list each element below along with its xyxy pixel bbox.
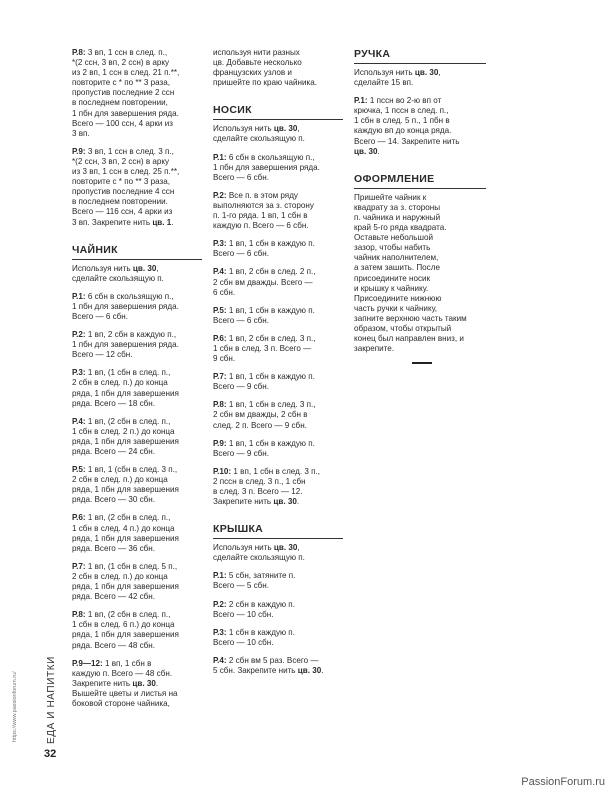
row-text-tail: . (296, 497, 300, 507)
row-text: 1 вп, 2 сбн в след. 3 п., 1 сбн в след. 3 п. Всего — 9 сбн. (213, 333, 316, 364)
row-label: Р.5: (72, 465, 86, 475)
row-instruction (213, 600, 343, 620)
row-instruction (213, 467, 343, 507)
row-label: Р.3: (213, 627, 227, 637)
row-label: Р.3: (72, 368, 86, 378)
lid-rows (213, 571, 343, 648)
row-label: Р.8: (213, 400, 227, 410)
row-label: Р.5: (213, 305, 227, 315)
continued-text: используя нити разных цв. Добавьте несколько французских узлов и пришейте по краю чайника. (213, 48, 317, 88)
row-instruction (72, 659, 202, 709)
row-label: Р.4: (72, 416, 86, 426)
section-heading-lid: КРЫШКА (213, 523, 343, 539)
row-instruction (72, 465, 202, 505)
row-instruction (72, 292, 202, 322)
row-label: Р.1: (213, 152, 227, 162)
column-3 (354, 48, 486, 364)
intro-text: , сделайте скользящую п. (213, 124, 305, 144)
row-text: 1 вп, (1 сбн в след. п., 2 сбн в след. п.) до конца ряда, 1 пбн для завершения ряда. Всего — 18 сбн. (72, 368, 179, 408)
row-text: 1 вп, 2 сбн в каждую п., 1 пбн для завершения ряда. Всего — 12 сбн. (72, 330, 179, 360)
intro-text: Используя нить (213, 543, 274, 553)
intro-text: , сделайте скользящую п. (72, 263, 164, 283)
row-instruction (213, 153, 343, 183)
row-label: Р.7: (72, 561, 86, 571)
row-instruction (72, 48, 202, 139)
row-instruction (72, 147, 202, 228)
row-label: Р.2: (213, 599, 227, 609)
row-text: 1 вп, (2 сбн в след. п., 1 сбн в след. 4 п.) до конца ряда, 1 пбн для завершения ряда. Всего — 36 сбн. (72, 513, 179, 553)
row-text: 1 вп, 1 сбн в каждую п. Всего — 48 сбн. Закрепите нить (72, 658, 173, 688)
end-mark (412, 362, 432, 364)
row-instruction (213, 239, 343, 259)
row-text: 1 вп, 1 сбн в каждую п. Всего — 9 сбн. (213, 372, 315, 392)
intro-text: Используя нить (72, 263, 133, 273)
column-1 (72, 48, 202, 717)
row-text: 1 вп, (2 сбн в след. п., 1 сбн в след. 6 п.) до конца ряда, 1 пбн для завершения ряда. Всего — 48 сбн. (72, 610, 179, 650)
color-ref: цв. 30 (132, 678, 156, 688)
row-instruction (72, 513, 202, 553)
finishing-text: Пришейте чайник к квадрату за з. стороны п. чайника и наружный край 5-го ряда квадрата. Оставьте небольшой зазор, чтобы набить чайник наполнителем, а затем зашить. После присоедините носик и крышку к чайнику. Присоедините нижнюю часть ручки к чайнику, запните верхнюю часть таким образом, чтобы открытый конец был направлен вниз, и закрепите. (354, 192, 467, 354)
color-ref: цв. 30 (273, 124, 298, 134)
row-instruction (72, 330, 202, 360)
row-text: 1 вп, 1 (сбн в след. 3 п., 2 сбн в след. п.) до конца ряда, 1 пбн для завершения ряда. Всего — 30 сбн. (72, 465, 179, 505)
row-text: 1 вп, 1 сбн в каждую п. Всего — 6 сбн. (213, 305, 315, 325)
row-instruction (213, 191, 343, 231)
row-text: 6 сбн в скользящую п., 1 пбн для завершения ряда. Всего — 6 сбн. (213, 152, 320, 182)
row-label: Р.1: (72, 291, 86, 301)
row-text: 1 вп, 1 сбн в каждую п. Всего — 9 сбн. (213, 438, 315, 458)
intro-text: , сделайте скользящую п. (213, 543, 305, 563)
section-category: ЕДА И НАПИТКИ (46, 656, 57, 744)
color-ref: цв. 30 (354, 146, 378, 156)
intro-text: Используя нить (354, 68, 415, 77)
row-text-tail: . Вышейте цветы и листья на боковой стороне чайника, (72, 678, 178, 708)
row-text: 1 пссн во 2-ю вп от крючка, 1 пссн в след. п., 1 сбн в след. 5 п., 1 пбн в каждую вп до конца ряда. Всего — 14. Закрепите нить (354, 96, 460, 146)
row-text: 1 вп, (2 сбн в след. п., 1 сбн в след. 2 п.) до конца ряда, 1 пбн для завершения ряда. Всего — 24 сбн. (72, 416, 179, 456)
row-label: Р.1: (354, 96, 368, 106)
row-instruction (72, 368, 202, 408)
row-label: Р.8: (72, 610, 86, 620)
color-ref: цв. 30 (132, 263, 157, 273)
row-text: 3 вп, 1 ссн в след. п., *(2 ссн, 3 вп, 2 ссн) в арку из 2 вп, 1 ссн в след. 21 п.**, повторите с * по ** 3 раза, пропустив последние 2 ссн в последнем повторении, 1 пбн для завершения ряда. Всего — 100 ссн, 4 арки из 3 вп. (72, 48, 180, 138)
row-label: Р.2: (213, 190, 227, 200)
section-heading-finishing: ОФОРМЛЕНИЕ (354, 173, 486, 189)
row-text: 1 вп, 1 сбн в каждую п. Всего — 6 сбн. (213, 239, 315, 259)
watermark: PassionForum.ru (521, 776, 605, 788)
side-url: https://www.passionforum.ru/ (12, 671, 18, 742)
row-text-tail: . (321, 666, 324, 676)
row-text: 6 сбн в скользящую п., 1 пбн для завершения ряда. Всего — 6 сбн. (72, 291, 179, 321)
row-label: Р.2: (72, 330, 86, 340)
row-label: Р.8: (72, 48, 86, 57)
row-label: Р.10: (213, 466, 232, 476)
intro-text: Используя нить (213, 124, 274, 134)
row-instruction (72, 417, 202, 457)
color-ref: цв. 1 (152, 217, 172, 227)
row-instruction (213, 571, 343, 591)
row-text: 3 вп, 1 ссн в след. 3 п., *(2 ссн, 3 вп, 2 ссн) в арку из 3 вп, 1 ссн в след. 25 п.**, повторите с * по ** 3 раза, пропустив последние 4 ссн в последнем повторении. Всего — 116 ссн, 4 арки из 3 вп. Закрепите нить (72, 146, 180, 227)
section-intro (72, 264, 202, 284)
section-heading-spout: НОСИК (213, 104, 343, 120)
row-label: Р.9—12: (72, 658, 103, 668)
section-heading-teapot: ЧАЙНИК (72, 244, 202, 260)
row-text: 2 сбн в каждую п. Всего — 10 сбн. (213, 599, 295, 619)
page-number: 32 (44, 748, 57, 760)
row-instruction (213, 628, 343, 648)
color-ref: цв. 30 (273, 543, 298, 553)
row-instruction (213, 267, 343, 297)
spout-rows (213, 153, 343, 459)
row-label: Р.1: (213, 571, 227, 581)
row-text: Все п. в этом ряду выполняются за з. сторону п. 1-го ряда. 1 вп, 1 сбн в каждую п. Всего — 6 сбн. (213, 190, 314, 231)
row-text-tail: . (171, 217, 174, 227)
section-intro (213, 543, 343, 563)
row-label: Р.4: (213, 267, 227, 277)
row-instruction (213, 334, 343, 364)
section-intro (354, 68, 486, 88)
row-text: 5 сбн, затяните п. Всего — 5 сбн. (213, 571, 296, 591)
row-instruction (72, 610, 202, 650)
row-label: Р.3: (213, 239, 227, 249)
color-ref: цв. 30 (414, 68, 439, 77)
column-2 (213, 48, 343, 684)
row-text: 1 вп, (1 сбн в след. 5 п., 2 сбн в след. п.) до конца ряда, 1 пбн для завершения ряда. Всего — 42 сбн. (72, 561, 179, 602)
intro-text: , сделайте 15 вп. (354, 68, 441, 88)
row-instruction (213, 439, 343, 459)
row-instruction (213, 656, 343, 676)
row-text-tail: . (377, 146, 380, 156)
section-heading-handle: РУЧКА (354, 48, 486, 64)
row-label: Р.9: (72, 146, 86, 156)
row-text: 1 вп, 1 сбн в след. 3 п., 2 пссн в след. 3 п., 1 сбн в след. 3 п. Всего — 12. Закрепите нить (213, 466, 320, 507)
row-instruction (213, 400, 343, 430)
row-text: 1 вп, 1 сбн в след. 3 п., 2 сбн вм дважды, 2 сбн в след. 2 п. Всего — 9 сбн. (213, 400, 316, 430)
row-instruction (213, 306, 343, 326)
color-ref: цв. 30 (273, 497, 297, 507)
row-instruction (354, 96, 486, 157)
row-text: 2 сбн вм 5 раз. Всего — 5 сбн. Закрепите нить (213, 655, 319, 676)
row-label: Р.4: (213, 655, 227, 665)
row-text: 1 сбн в каждую п. Всего — 10 сбн. (213, 627, 295, 647)
teapot-rows (72, 292, 202, 651)
row-label: Р.6: (72, 513, 86, 523)
row-instruction (72, 562, 202, 602)
row-label: Р.7: (213, 372, 227, 382)
row-label: Р.9: (213, 438, 227, 448)
section-intro (213, 124, 343, 144)
color-ref: цв. 30 (297, 666, 322, 676)
row-text: 1 вп, 2 сбн в след. 2 п., 2 сбн вм дважды. Всего — 6 сбн. (213, 267, 316, 297)
row-label: Р.6: (213, 333, 227, 343)
row-instruction (213, 372, 343, 392)
